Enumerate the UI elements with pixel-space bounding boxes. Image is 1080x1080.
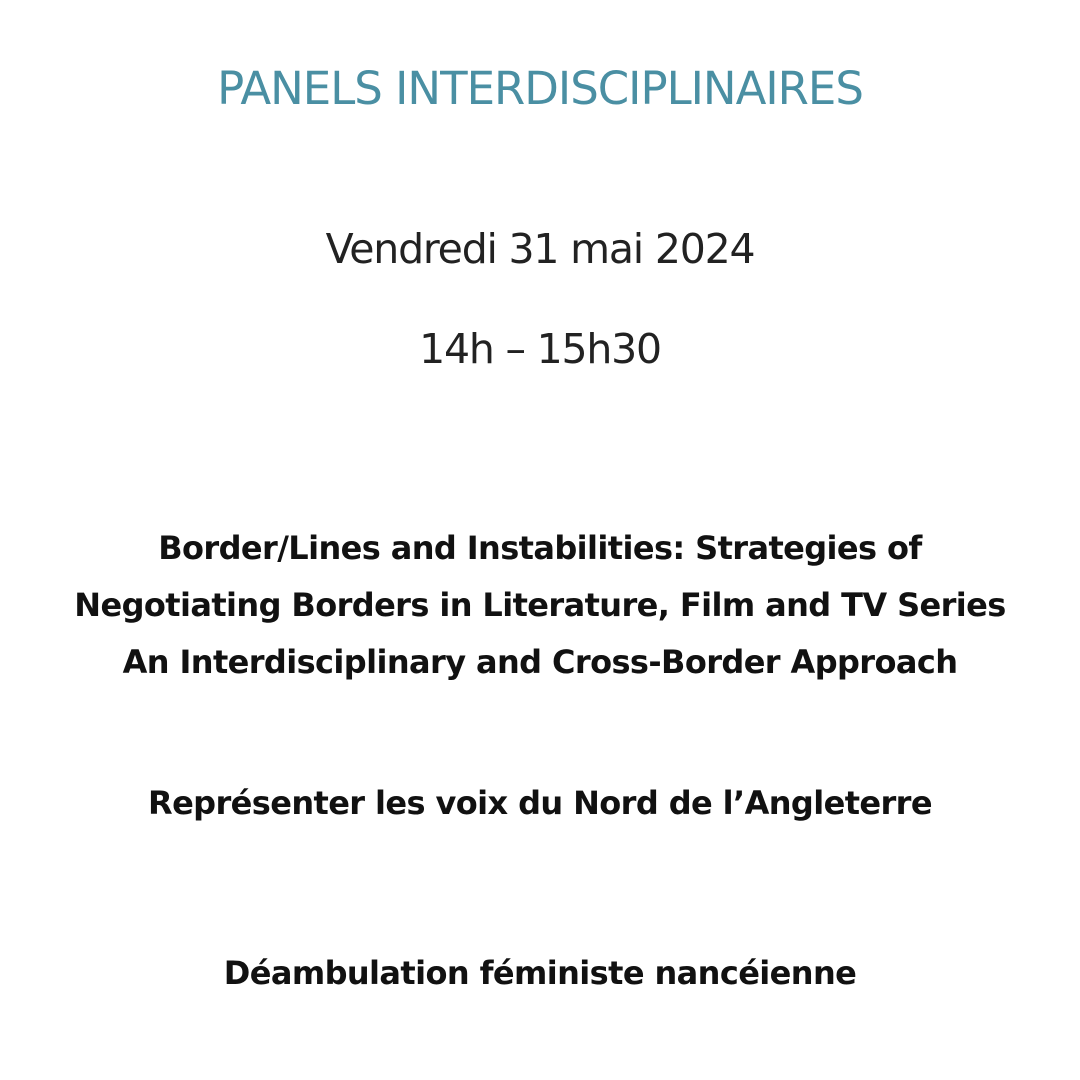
panel-title-line: Représenter les voix du Nord de l’Angleterre	[148, 784, 932, 822]
panel-title-line: Negotiating Borders in Literature, Film and TV Series	[74, 586, 1006, 624]
panel-title-deambulation	[0, 945, 1080, 1002]
page-title: PANELS INTERDISCIPLINAIRES	[217, 62, 863, 115]
panel-title-border-lines	[0, 520, 1080, 691]
panel-title-voix-du-nord	[0, 775, 1080, 832]
event-date: Vendredi 31 mai 2024	[325, 225, 755, 273]
panel-title-line: An Interdisciplinary and Cross-Border Approach	[122, 643, 958, 681]
panel-title-line: Border/Lines and Instabilities: Strategies of	[158, 529, 922, 567]
panel-title-line: Déambulation féministe nancéienne	[223, 954, 857, 992]
event-time: 14h – 15h30	[419, 325, 661, 373]
